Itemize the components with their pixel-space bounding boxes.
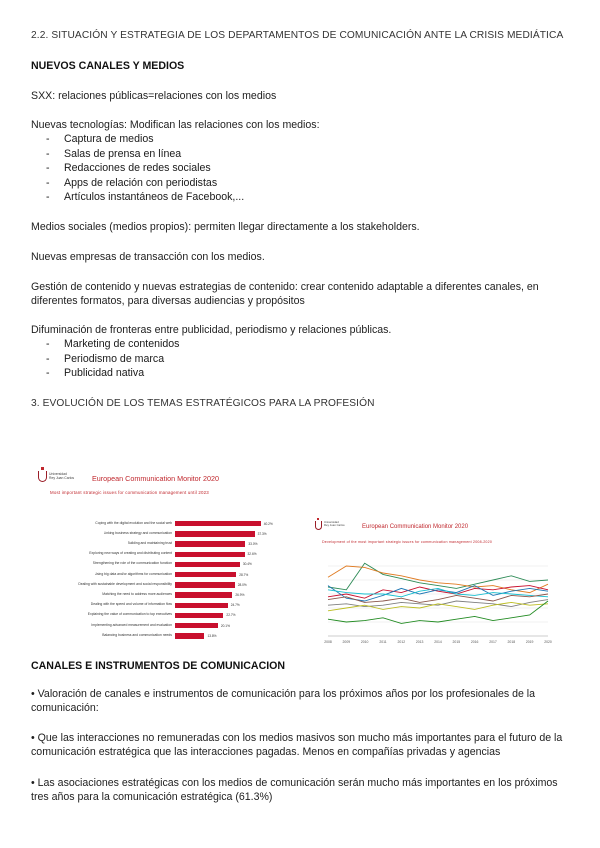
bar-value-label: 30.4% <box>242 562 252 567</box>
list-item: - Apps de relación con periodistas <box>46 176 244 191</box>
x-tick-label: 2017 <box>489 640 497 644</box>
paragraph-content-management: Gestión de contenido y nuevas estrategias de contenido: crear contenido adaptable a diferentes canales, en diferentes formatos, para diversas audiencias y propósitos <box>31 281 539 307</box>
logo-text-line: Rey Juan Carlos <box>49 476 75 480</box>
series-line <box>328 594 548 602</box>
paragraph-new-companies: Nuevas empresas de transacción con los medios. <box>31 251 265 263</box>
x-tick-label: 2009 <box>342 640 351 644</box>
list-item: - Artículos instantáneos de Facebook,... <box>46 190 244 205</box>
x-tick-label: 2020 <box>544 640 552 644</box>
bar <box>175 552 245 557</box>
bar <box>175 562 240 567</box>
bar-label: Dealing with sustainable development and social responsibility <box>78 581 172 586</box>
bar-label: Matching the need to address more audiences <box>102 591 172 596</box>
x-tick-label: 2015 <box>452 640 461 644</box>
bar-label: Strengthening the role of the communication function <box>92 561 172 566</box>
paragraph-blurring: Difuminación de fronteras entre publicidad, periodismo y relaciones públicas. <box>31 324 392 336</box>
x-tick-label: 2014 <box>434 640 442 644</box>
blur-list <box>46 337 179 381</box>
bar-value-label: 26.9% <box>235 592 245 597</box>
university-logo-icon <box>315 521 322 530</box>
x-tick-label: 2012 <box>397 640 406 644</box>
bar <box>175 623 218 628</box>
bar-value-label: 40.2% <box>263 521 273 526</box>
bullet-interacciones: • Que las interacciones no remuneradas con los medios masivos son mucho más importantes para el futuro de la comunicación estratégica que las interacciones pagadas. Menos en compañías privadas y agencias <box>31 732 563 758</box>
series-line <box>328 602 548 610</box>
paragraph-social-media: Medios sociales (medios propios): permiten llegar directamente a los stakeholders. <box>31 221 420 233</box>
series-line <box>328 586 548 599</box>
x-tick-label: 2008 <box>324 640 332 644</box>
bar-label: Dealing with the speed and volume of information flow <box>90 602 172 607</box>
subheading-canales: CANALES E INSTRUMENTOS DE COMUNICACION <box>31 660 286 672</box>
logo-text-line: Universidad <box>49 472 67 476</box>
bar <box>175 582 235 587</box>
university-logo-icon <box>38 471 47 482</box>
bar-value-label: 28.0% <box>237 582 247 587</box>
list-item: - Marketing de contenidos <box>46 337 179 352</box>
bar-value-label: 33.0% <box>248 541 258 546</box>
list-item: - Publicidad nativa <box>46 366 179 381</box>
crown-icon <box>41 467 44 470</box>
series-line <box>328 601 548 623</box>
bullet-valoracion: • Valoración de canales e instrumentos de comunicación para los próximos años por los profesionales de la comunicación: <box>31 688 536 714</box>
bar <box>175 603 228 608</box>
slide-issue-development <box>310 515 558 649</box>
bar-value-label: 32.6% <box>247 552 257 557</box>
list-item: - Redacciones de redes sociales <box>46 161 244 176</box>
list-item: - Captura de medios <box>46 132 244 147</box>
paragraph-sxx: SXX: relaciones públicas=relaciones con los medios <box>31 90 277 102</box>
logo-text-line: Rey Juan Carlos <box>324 523 345 527</box>
x-tick-label: 2011 <box>379 640 387 644</box>
line-chart <box>316 548 554 646</box>
bar <box>175 541 245 546</box>
slide-subtitle: Development of the most important strategic issues for communication management 2008-2020 <box>322 540 493 544</box>
bar <box>175 633 204 638</box>
section-heading-3: 3. EVOLUCIÓN DE LOS TEMAS ESTRATÉGICOS PARA LA PROFESIÓN <box>31 398 375 409</box>
slide-strategic-issues <box>32 463 300 646</box>
bar-label: Balancing business and communication needs <box>102 632 172 637</box>
bar <box>175 572 236 577</box>
paragraph-new-tech: Nuevas tecnologías: Modifican las relaciones con los medios: <box>31 119 320 131</box>
logo-text-line: Universidad <box>324 520 339 524</box>
slide-subtitle: Most important strategic issues for communication management until 2023 <box>50 490 209 495</box>
bar-value-label: 22.7% <box>226 613 236 618</box>
x-tick-label: 2010 <box>360 640 369 644</box>
bar <box>175 592 232 597</box>
bar <box>175 521 261 526</box>
bar-value-label: 20.1% <box>220 623 230 628</box>
bar-label: Linking business strategy and communication <box>103 530 172 535</box>
section-heading-2-2: 2.2. SITUACIÓN Y ESTRATEGIA DE LOS DEPARTAMENTOS DE COMUNICACIÓN ANTE LA CRISIS MEDIÁTICA <box>31 30 564 41</box>
bar-label: Building and maintaining trust <box>127 540 172 545</box>
bar-label: Coping with the digital evolution and the social web <box>95 520 172 525</box>
tech-list <box>46 132 244 205</box>
x-tick-label: 2019 <box>525 640 534 644</box>
bar <box>175 531 255 536</box>
bar <box>175 613 223 618</box>
bar-label: Explaining the value of communication to top executives <box>87 612 172 617</box>
bar-label: Implementing advanced measurement and evaluation <box>91 622 172 627</box>
list-item: - Salas de prensa en línea <box>46 147 244 162</box>
bar-label: Using big data and/or algorithms for communication <box>94 571 172 576</box>
bar-value-label: 13.8% <box>207 633 217 638</box>
x-tick-label: 2018 <box>507 640 516 644</box>
subheading-nuevos-canales: NUEVOS CANALES Y MEDIOS <box>31 60 185 72</box>
bar-value-label: 37.3% <box>257 531 267 536</box>
slide-title: European Communication Monitor 2020 <box>362 524 469 530</box>
bar-value-label: 28.7% <box>239 572 249 577</box>
crown-icon <box>317 518 319 520</box>
x-tick-label: 2013 <box>415 640 424 644</box>
slide-title: European Communication Monitor 2020 <box>92 474 220 483</box>
x-tick-label: 2016 <box>470 640 479 644</box>
bar-value-label: 24.7% <box>230 603 240 608</box>
list-item: - Periodismo de marca <box>46 352 179 367</box>
bar-label: Exploring new ways of creating and distributing content <box>89 551 172 556</box>
bullet-asociaciones: • Las asociaciones estratégicas con los medios de comunicación serán mucho más importantes en los próximos tres años para la comunicación estratégica (61.3%) <box>31 777 558 803</box>
